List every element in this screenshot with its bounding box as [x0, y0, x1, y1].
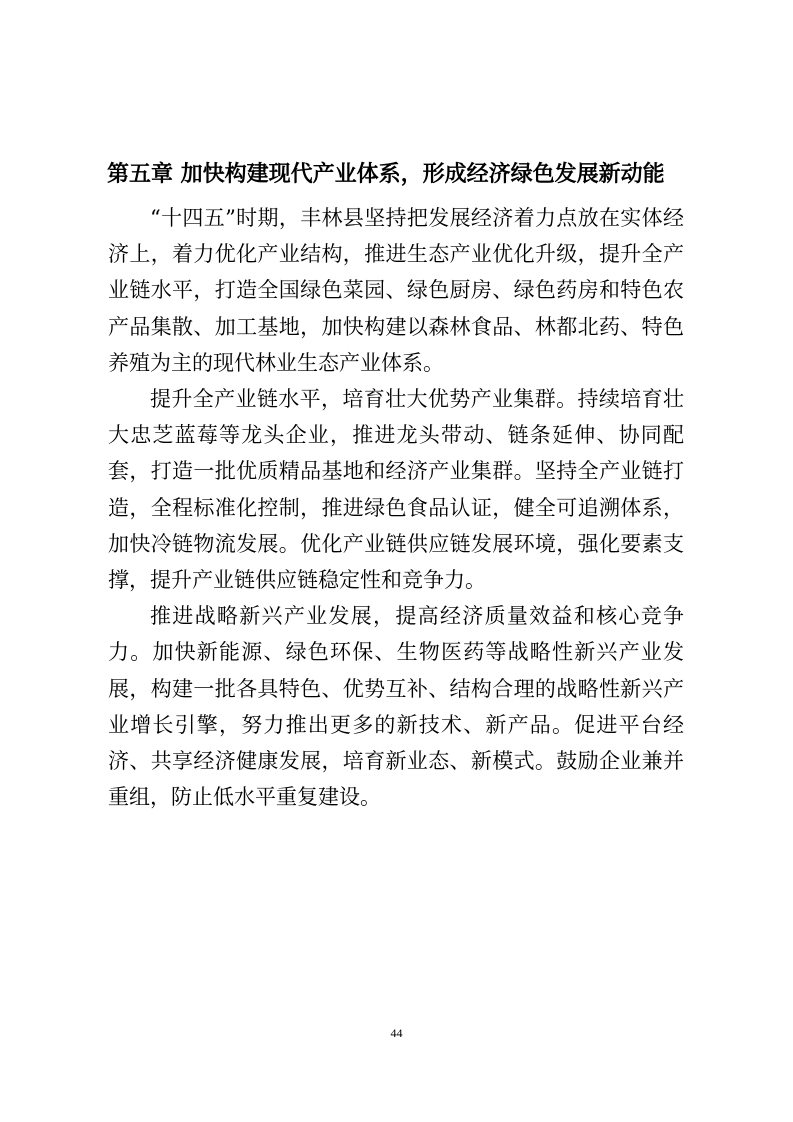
paragraph-3: 推进战略新兴产业发展，提高经济质量效益和核心竞争力。加快新能源、绿色环保、生物医药等战略性新兴产业发展，构建一批各具特色、优势互补、结构合理的战略性新兴产业增长引擎，努力推出更多的新技术、新产品。促进平台经济、共享经济健康发展，培育新业态、新模式。鼓励企业兼并重组，防止低水平重复建设。 — [108, 604, 684, 810]
paragraph-1: “十四五”时期，丰林县坚持把发展经济着力点放在实体经济上，着力优化产业结构，推进生态产业优化升级，提升全产业链水平，打造全国绿色菜园、绿色厨房、绿色药房和特色农产品集散、加工基地，加快构建以森林食品、林都北药、特色养殖为主的现代林业生态产业体系。 — [108, 206, 684, 375]
chapter-heading: 第五章 加快构建现代产业体系，形成经济绿色发展新动能 — [107, 162, 665, 187]
chapter-body — [108, 200, 684, 815]
page-number: 44 — [390, 1026, 403, 1040]
paragraph-2: 提升全产业链水平，培育壮大优势产业集群。持续培育壮大忠芝蓝莓等龙头企业，推进龙头带动、链条延伸、协同配套，打造一批优质精品基地和经济产业集群。坚持全产业链打造，全程标准化控制，推进绿色食品认证，健全可追溯体系，加快冷链物流发展。优化产业链供应链发展环境，强化要素支撑，提升产业链供应链稳定性和竞争力。 — [108, 387, 684, 593]
